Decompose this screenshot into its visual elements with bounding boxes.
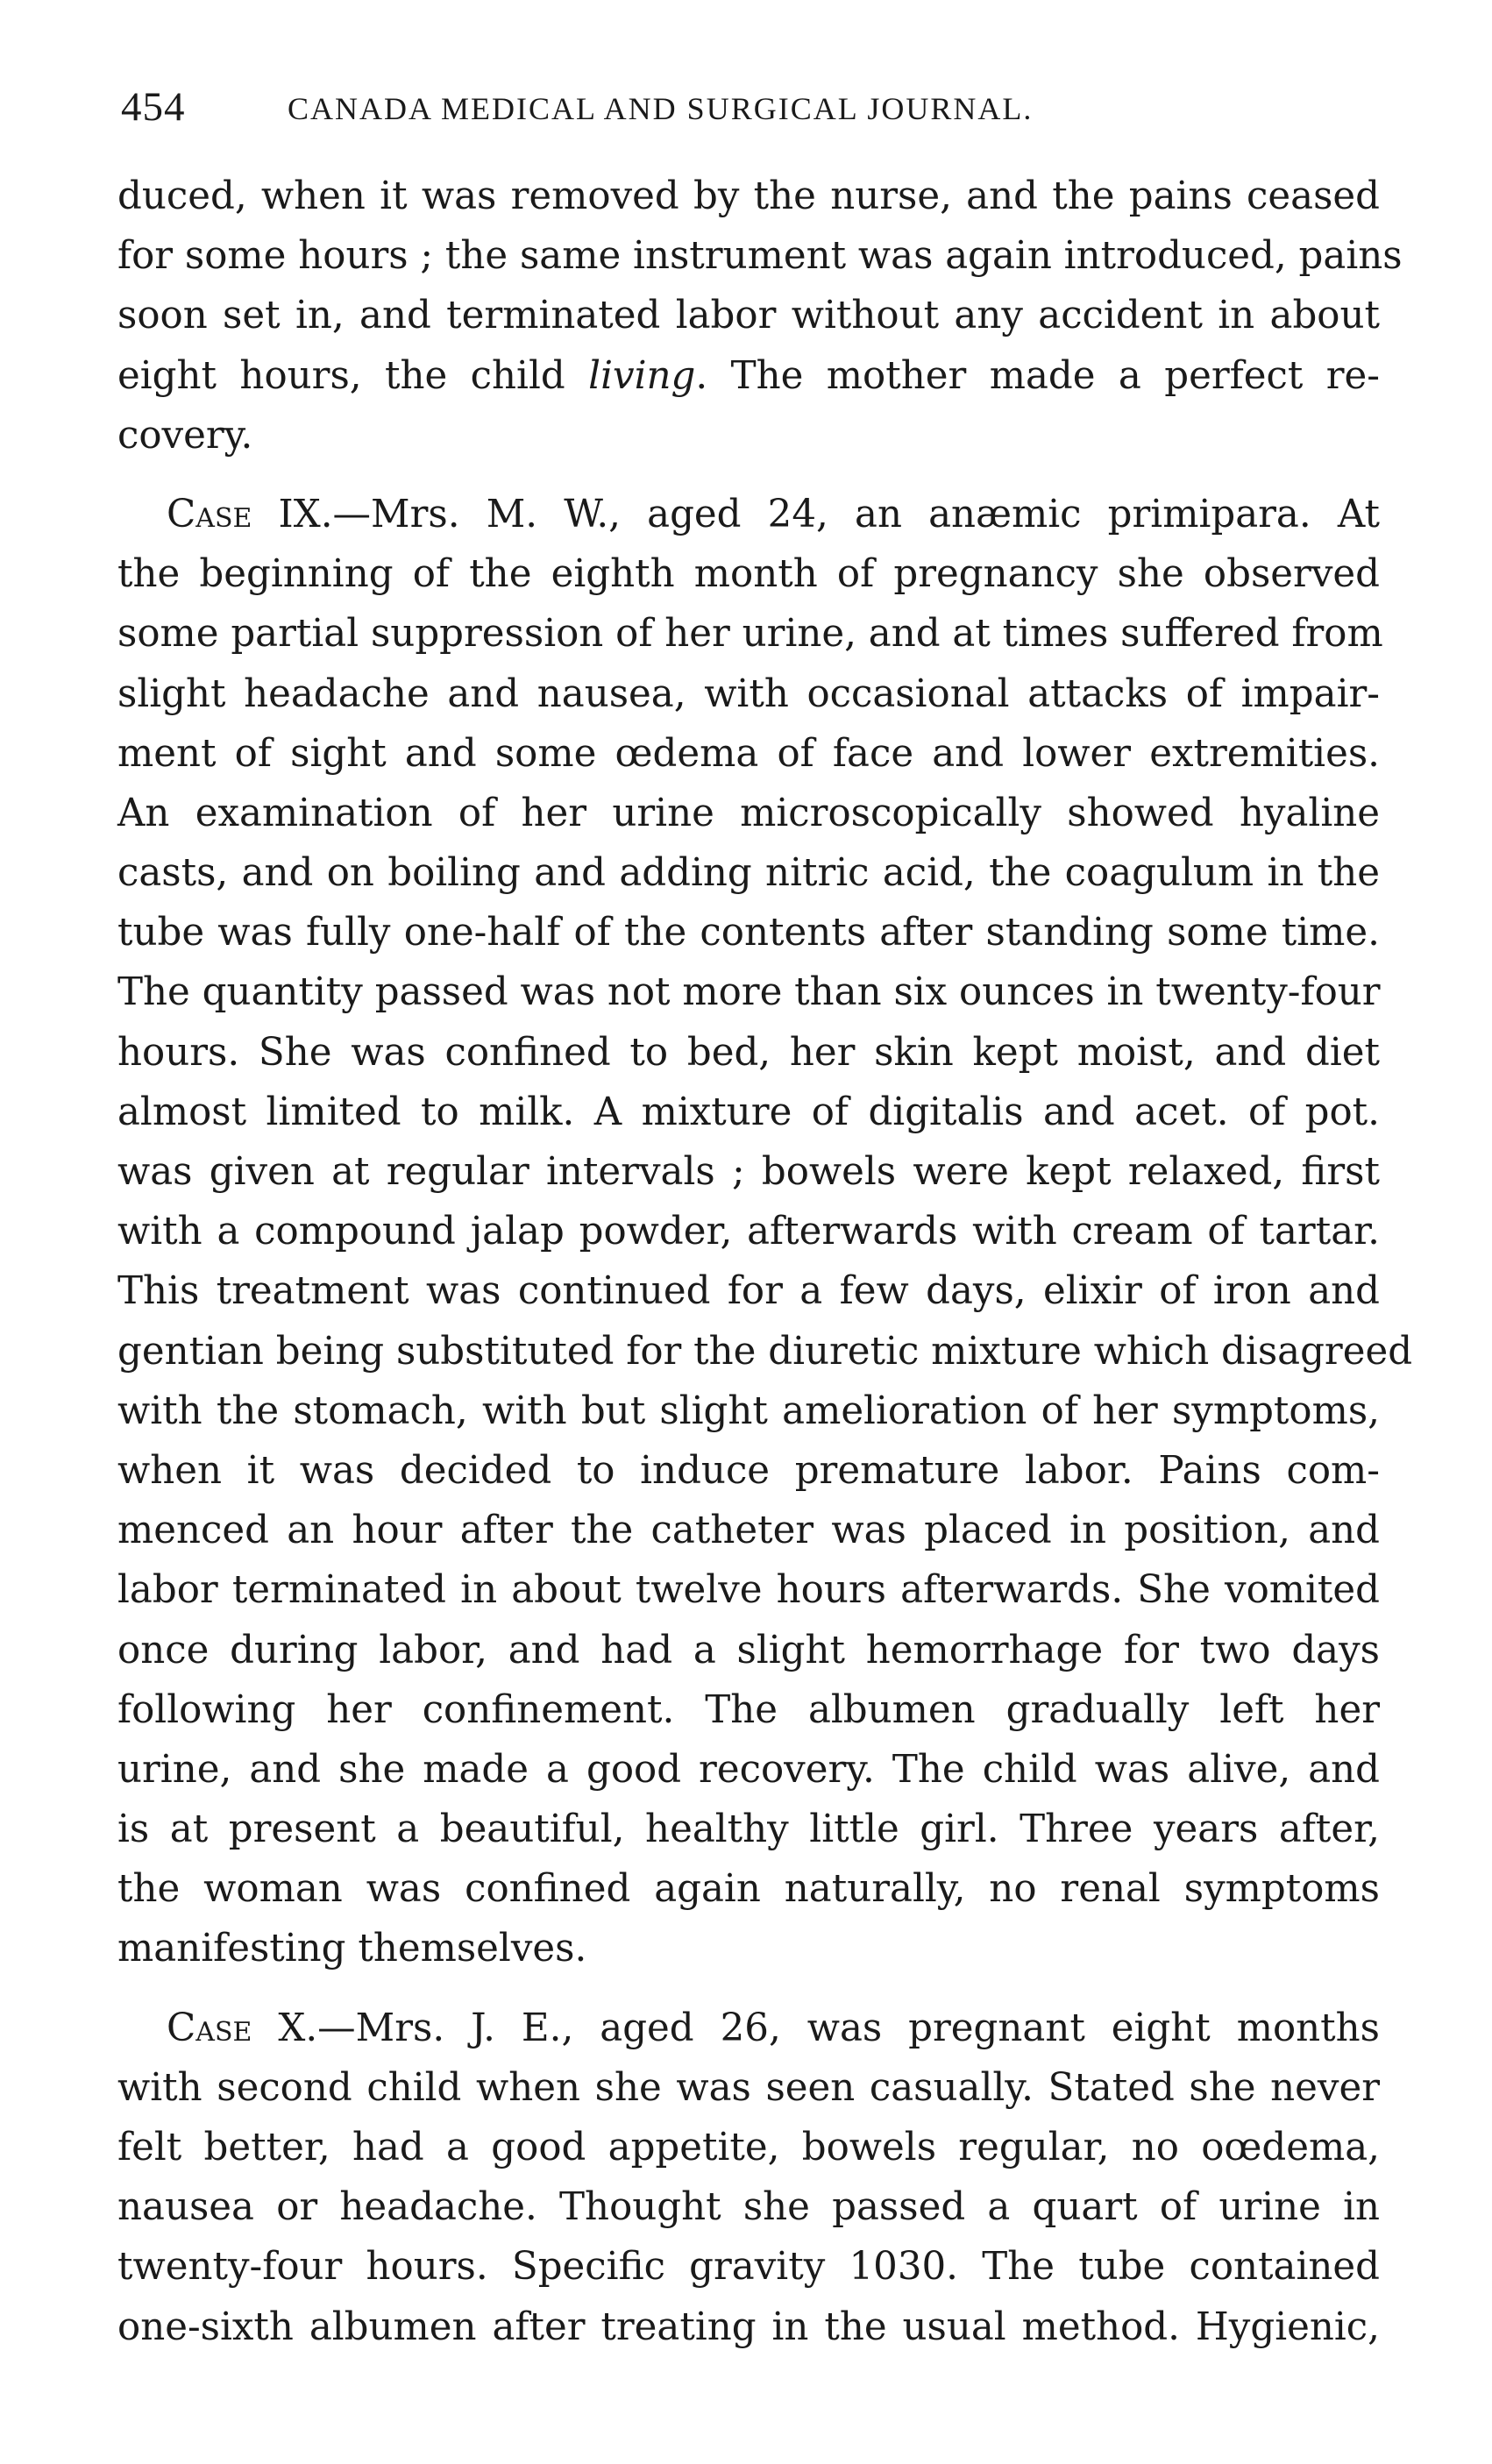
text-line: menced an hour after the catheter was placed in position, and (117, 1509, 1380, 1553)
case-label: Case IX. (167, 492, 333, 536)
text-line: with a compound jalap powder, afterwards with cream of tartar. (117, 1210, 1380, 1254)
case-label: Case X. (167, 2006, 318, 2050)
text-line: slight headache and nausea, with occasional attacks of impair- (117, 671, 1380, 716)
text-line (117, 346, 1380, 406)
text-line: the beginning of the eighth month of pregnancy she observed (117, 552, 1380, 597)
italic-word: living (588, 353, 696, 398)
text-segment: —Mrs. J. E., aged 26, was pregnant eight months (317, 2006, 1380, 2050)
paragraph-continuation (117, 167, 1403, 465)
text-line: twenty-four hours. Specific gravity 1030. The tube contained (117, 2245, 1380, 2290)
text-line: the woman was confined again naturally, no renal symptoms (117, 1867, 1380, 1912)
text-line: when it was decided to induce premature labor. Pains com- (117, 1448, 1380, 1493)
text-line: one-sixth albumen after treating in the usual method. Hygienic, (117, 2304, 1380, 2349)
paragraph-gap (117, 465, 1380, 485)
text-line: was given at regular intervals ; bowels were kept relaxed, first (117, 1150, 1380, 1194)
text-segment: eight hours, the child (117, 353, 565, 398)
text-line: ment of sight and some œdema of face and lower extremities. (117, 731, 1380, 776)
journal-title: CANADA MEDICAL AND SURGICAL JOURNAL. (288, 91, 1034, 126)
text-line: urine, and she made a good recovery. The child was alive, and (117, 1747, 1380, 1792)
text-line: labor terminated in about twelve hours afterwards. She vomited (117, 1568, 1380, 1613)
text-line: is at present a beautiful, healthy little girl. Three years after, (117, 1807, 1380, 1852)
text-line: following her confinement. The albumen gradually left her (117, 1687, 1380, 1732)
body-text (117, 167, 1413, 2357)
text-line: An examination of her urine microscopically showed hyaline (117, 791, 1380, 835)
text-line: casts, and on boiling and adding nitric acid, the coagulum in the (117, 851, 1380, 896)
text-line: hours. She was confined to bed, her skin kept moist, and diet (117, 1030, 1380, 1075)
paragraph-case-ix (117, 485, 1413, 1979)
text-line: almost limited to milk. A mixture of digitalis and acet. of pot. (117, 1090, 1380, 1134)
text-line: The quantity passed was not more than six ounces in twenty-four (117, 970, 1381, 1015)
text-line: with second child when she was seen casually. Stated she never (117, 2065, 1380, 2110)
text-line (117, 485, 1380, 544)
text-segment: —Mrs. M. W., aged 24, an anæmic primipara. At (332, 492, 1380, 536)
text-line: with the stomach, with but slight amelioration of her symptoms, (117, 1388, 1380, 1433)
text-line (117, 1999, 1380, 2058)
text-line: once during labor, and had a slight hemorrhage for two days (117, 1628, 1380, 1672)
paragraph-gap (117, 1979, 1380, 1999)
text-line: nausea or headache. Thought she passed a quart of urine in (117, 2185, 1380, 2230)
text-line: soon set in, and terminated labor without any accident in about (117, 294, 1380, 338)
text-line: some partial suppression of her urine, and at times suffered from (117, 612, 1383, 657)
text-line: for some hours ; the same instrument was again introduced, pains (117, 234, 1403, 279)
text-line: gentian being substituted for the diuretic mixture which disagreed (117, 1329, 1413, 1374)
paragraph-case-x (117, 1999, 1380, 2357)
text-line: covery. (117, 413, 253, 458)
running-head (121, 81, 1375, 133)
text-line: felt better, had a good appetite, bowels regular, no oœdema, (117, 2126, 1380, 2169)
page-number: 454 (121, 84, 186, 130)
text-line: duced, when it was removed by the nurse, and the pains ceased (117, 174, 1380, 218)
text-line: manifesting themselves. (117, 1927, 587, 1971)
text-segment: . The mother made a perfect re- (695, 353, 1380, 398)
text-line: This treatment was continued for a few days, elixir of iron and (117, 1269, 1380, 1314)
text-line: tube was fully one-half of the contents after standing some time. (117, 911, 1380, 955)
